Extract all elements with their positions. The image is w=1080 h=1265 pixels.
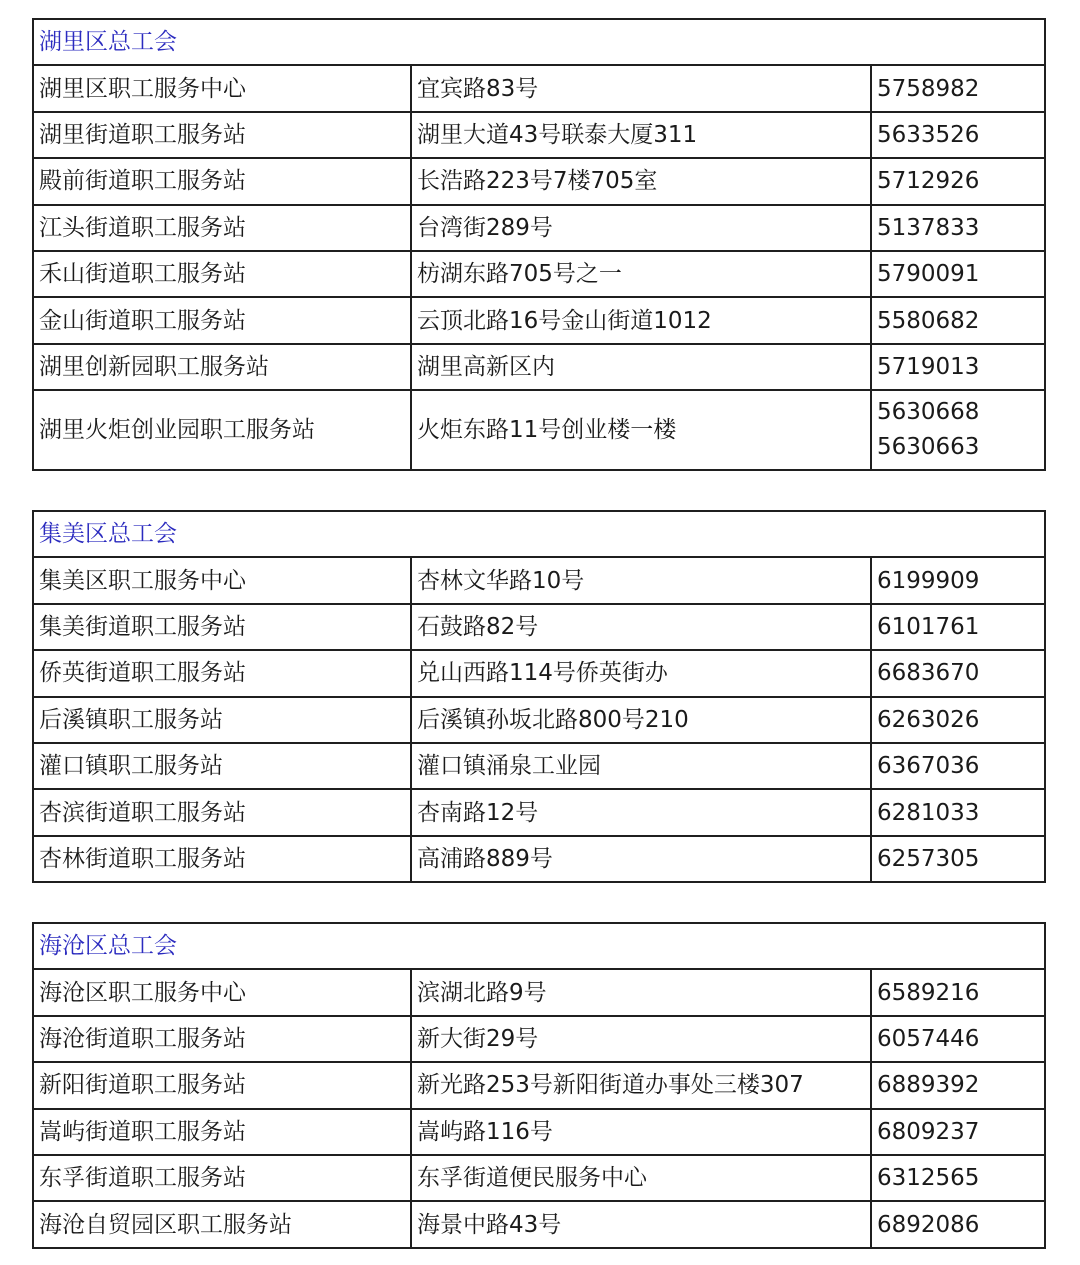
- district-title: 集美区总工会: [33, 511, 1045, 557]
- station-name: 杏滨街道职工服务站: [33, 789, 411, 835]
- station-phones: [871, 390, 1045, 470]
- station-address: 湖里高新区内: [411, 344, 871, 390]
- station-phone: 6257305: [871, 836, 1045, 882]
- station-name: 湖里区职工服务中心: [33, 65, 411, 111]
- table-row: [33, 112, 1045, 158]
- station-address: 海景中路43号: [411, 1201, 871, 1247]
- station-address: 高浦路889号: [411, 836, 871, 882]
- station-name: 侨英街道职工服务站: [33, 650, 411, 696]
- table-row: [33, 697, 1045, 743]
- station-phone: 6057446: [871, 1016, 1045, 1062]
- station-address: 新光路253号新阳街道办事处三楼307: [411, 1062, 871, 1108]
- table-row: [33, 969, 1045, 1015]
- station-phone: 6263026: [871, 697, 1045, 743]
- table-row: [33, 65, 1045, 111]
- station-address: 宜宾路83号: [411, 65, 871, 111]
- station-name: 集美区职工服务中心: [33, 557, 411, 603]
- station-address: 石鼓路82号: [411, 604, 871, 650]
- table-row: [33, 743, 1045, 789]
- station-phone: 6589216: [871, 969, 1045, 1015]
- station-name: 嵩屿街道职工服务站: [33, 1109, 411, 1155]
- station-phone: 5137833: [871, 205, 1045, 251]
- station-phone: 6281033: [871, 789, 1045, 835]
- station-phone: 6889392: [871, 1062, 1045, 1108]
- table-row: [33, 650, 1045, 696]
- station-address: 灌口镇涌泉工业园: [411, 743, 871, 789]
- station-name: 海沧区职工服务中心: [33, 969, 411, 1015]
- district-table-huli: [32, 18, 1046, 471]
- table-row: [33, 297, 1045, 343]
- station-address: 长浩路223号7楼705室: [411, 158, 871, 204]
- station-phone: 5633526: [871, 112, 1045, 158]
- table-row: [33, 344, 1045, 390]
- station-name: 新阳街道职工服务站: [33, 1062, 411, 1108]
- table-row: [33, 251, 1045, 297]
- station-phone: 5630663: [877, 434, 980, 461]
- station-name: 江头街道职工服务站: [33, 205, 411, 251]
- station-address: 台湾街289号: [411, 205, 871, 251]
- district-header-row: [33, 19, 1045, 65]
- station-phone: 5630668: [877, 399, 980, 426]
- station-phone: 6367036: [871, 743, 1045, 789]
- station-address: 嵩屿路116号: [411, 1109, 871, 1155]
- district-table-haicang: [32, 922, 1046, 1249]
- station-phone: 5790091: [871, 251, 1045, 297]
- station-address: 湖里大道43号联泰大厦311: [411, 112, 871, 158]
- station-name: 金山街道职工服务站: [33, 297, 411, 343]
- station-phone: 6892086: [871, 1201, 1045, 1247]
- station-phone: 6312565: [871, 1155, 1045, 1201]
- station-address: 枋湖东路705号之一: [411, 251, 871, 297]
- station-phone: 6683670: [871, 650, 1045, 696]
- table-row: [33, 1201, 1045, 1247]
- station-address: 云顶北路16号金山街道1012: [411, 297, 871, 343]
- station-address: 火炬东路11号创业楼一楼: [411, 390, 871, 470]
- district-title: 湖里区总工会: [33, 19, 1045, 65]
- station-name: 海沧自贸园区职工服务站: [33, 1201, 411, 1247]
- station-name: 集美街道职工服务站: [33, 604, 411, 650]
- station-address: 杏林文华路10号: [411, 557, 871, 603]
- station-phone: 6101761: [871, 604, 1045, 650]
- table-row: [33, 1109, 1045, 1155]
- district-table-jimei: [32, 510, 1046, 883]
- district-header-row: [33, 511, 1045, 557]
- table-row: [33, 205, 1045, 251]
- station-name: 禾山街道职工服务站: [33, 251, 411, 297]
- table-row: [33, 789, 1045, 835]
- station-address: 新大街29号: [411, 1016, 871, 1062]
- station-address: 滨湖北路9号: [411, 969, 871, 1015]
- station-name: 湖里火炬创业园职工服务站: [33, 390, 411, 470]
- station-phone: 5580682: [871, 297, 1045, 343]
- station-name: 海沧街道职工服务站: [33, 1016, 411, 1062]
- station-name: 灌口镇职工服务站: [33, 743, 411, 789]
- station-name: 东孚街道职工服务站: [33, 1155, 411, 1201]
- table-row: [33, 158, 1045, 204]
- station-phone: 5719013: [871, 344, 1045, 390]
- station-phone: 5712926: [871, 158, 1045, 204]
- station-address: 后溪镇孙坂北路800号210: [411, 697, 871, 743]
- station-address: 杏南路12号: [411, 789, 871, 835]
- station-name: 后溪镇职工服务站: [33, 697, 411, 743]
- station-phone: 6199909: [871, 557, 1045, 603]
- table-row: [33, 1062, 1045, 1108]
- table-row: [33, 604, 1045, 650]
- table-row: [33, 390, 1045, 470]
- table-row: [33, 557, 1045, 603]
- station-name: 杏林街道职工服务站: [33, 836, 411, 882]
- table-row: [33, 1016, 1045, 1062]
- station-phone: 5758982: [871, 65, 1045, 111]
- table-row: [33, 1155, 1045, 1201]
- station-name: 湖里创新园职工服务站: [33, 344, 411, 390]
- district-title: 海沧区总工会: [33, 923, 1045, 969]
- table-row: [33, 836, 1045, 882]
- station-name: 湖里街道职工服务站: [33, 112, 411, 158]
- station-name: 殿前街道职工服务站: [33, 158, 411, 204]
- district-header-row: [33, 923, 1045, 969]
- station-phone: 6809237: [871, 1109, 1045, 1155]
- station-address: 东孚街道便民服务中心: [411, 1155, 871, 1201]
- station-address: 兑山西路114号侨英街办: [411, 650, 871, 696]
